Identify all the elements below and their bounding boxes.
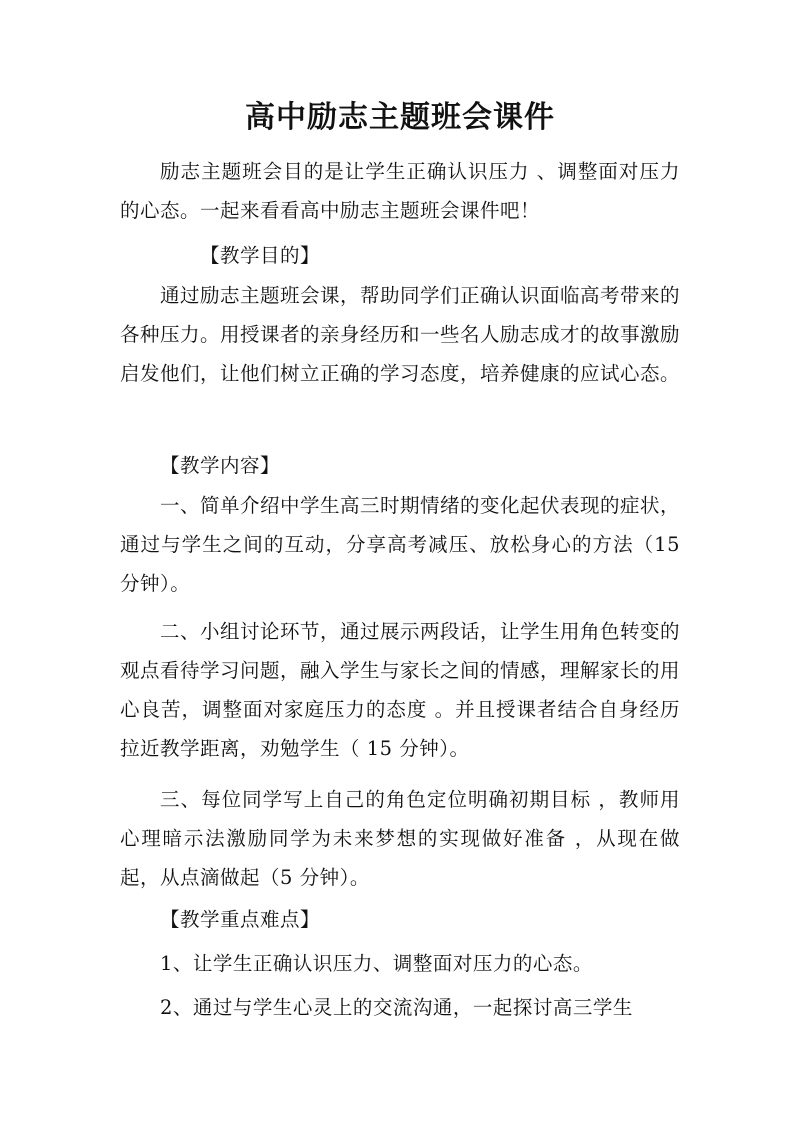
key-point-2: 2、通过与学生心灵上的交流沟通，一起探讨高三学生 <box>160 996 633 1019</box>
content-paragraph-1: 一、简单介绍中学生高三时期情绪的变化起伏表现的症状，通过与学生之间的互动，分享高考减压、放松身心的方法（15 分钟）。 <box>120 494 681 595</box>
key-point-1: 1、让学生正确认识压力、调整面对压力的心态。 <box>160 952 593 975</box>
section-heading-objectives: 【教学目的】 <box>200 244 321 267</box>
content-paragraph-2: 二、小组讨论环节，通过展示两段话，让学生用角色转变的观点看待学习问题，融入学生与家长之间的情感，理解家长的用心良苦，调整面对家庭压力的态度 。并且授课者结合自身经历拉近教学距离，劝勉学生（ 15 分钟）。 <box>120 620 681 760</box>
section-heading-content: 【教学内容】 <box>160 454 281 477</box>
content-paragraph-3: 三、每位同学写上自己的角色定位明确初期目标 ，教师用心理暗示法激励同学为未来梦想的实现做好准备 ，从现在做起，从点滴做起（5 分钟）。 <box>120 788 680 889</box>
section-heading-key-points: 【教学重点难点】 <box>160 908 321 931</box>
document-page <box>120 0 680 1123</box>
document-title: 高中励志主题班会课件 <box>245 100 555 135</box>
objectives-paragraph: 通过励志主题班会课，帮助同学们正确认识面临高考带来的各种压力。用授课者的亲身经历和一些名人励志成才的故事激励启发他们，让他们树立正确的学习态度，培养健康的应试心态。 <box>120 284 681 385</box>
intro-paragraph: 励志主题班会目的是让学生正确认识压力 、调整面对压力的心态。一起来看看高中励志主题班会课件吧！ <box>120 160 680 222</box>
